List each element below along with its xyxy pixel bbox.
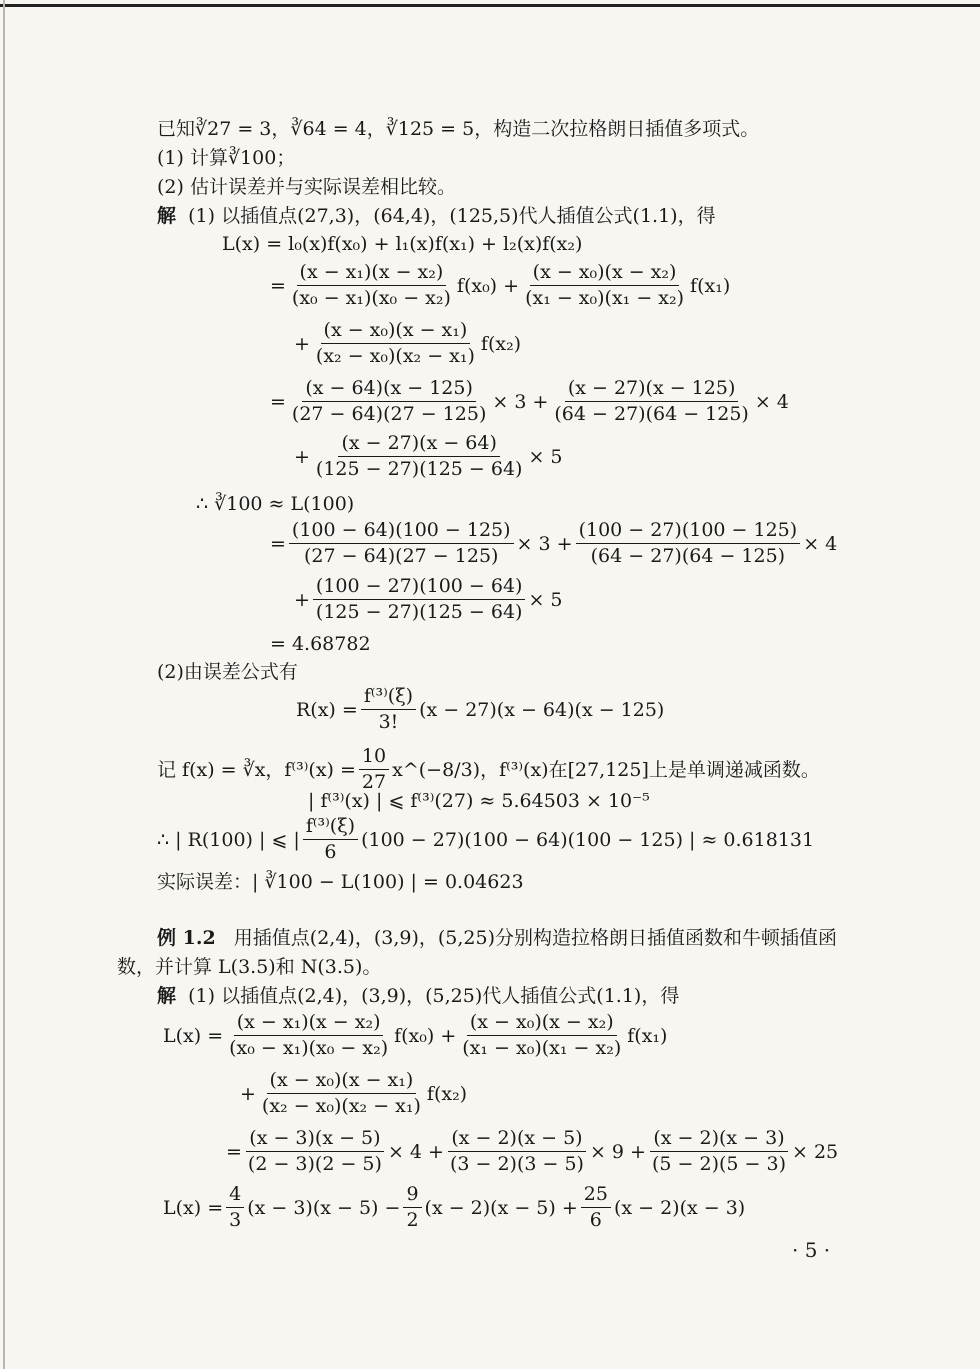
fraction-eval-l0: $\frac{(100 - 64)(100 - 125)}{(27 - 64)(27 - 125)}$ <box>289 520 514 567</box>
fraction-l2: $\frac{\text{(x − x₀)(x − x₁)}}{\text{(x₂ − x₀)(x₂ − x₁)}}$ <box>315 319 475 367</box>
scan-left-edge <box>3 0 5 1369</box>
remainder-estimate: ∴ | R(100) | ⩽ | f⁽³⁾(ξ) 6 (100 − 27)(100 − 64)(100 − 125) | ≈ 0.618131 <box>157 815 815 863</box>
page-top-rule <box>0 4 980 7</box>
numeric-row-2: + $\frac{(x - 27)(x - 64)}{(125 - 27)(125 - 64)}$ × 5 <box>294 432 563 480</box>
page-number: · 5 · <box>792 1238 831 1262</box>
fraction-eval-l2: $\frac{(100 - 27)(100 - 64)}{(125 - 27)(125 - 64)}$ <box>313 576 526 623</box>
example-text-cont: 数，并计算 L(3.5)和 N(3.5)。 <box>117 956 382 978</box>
example-heading <box>157 926 837 950</box>
fraction-remainder: f⁽³⁾(ξ) 6 <box>303 816 358 863</box>
fraction-num-l0: $\frac{(x - 64)(x - 125)}{(27 - 64)(27 - 125)}$ <box>291 377 487 425</box>
error-formula: R(x) = $\frac{\text{f⁽³⁾(ξ)}}{3!}$ (x − 27)(x − 64)(x − 125) <box>296 685 665 733</box>
example-lagrange-row-1: L(x) = $\frac{\text{(x − x₁)(x − x₂)}}{\text{(x₀ − x₁)(x₀ − x₂)}}$ f(x₀) + $\frac{\text{(x − x₀)(x − x₂)}}{\text{(x₁ − x₀)(x₁ − x₂)}}$ f(x₁) <box>163 1011 668 1059</box>
example-numeric-row: = $\frac{(x - 3)(x - 5)}{(2 - 3)(2 - 5)}$ × 4 + $\frac{(x - 2)(x - 5)}{(3 - 2)(3 - 5)}$ × 9 + $\frac{(x - 2)(x - 3)}{(5 - 2)(5 - 3)}$ × 25 <box>226 1127 839 1175</box>
derivative-definition: 记 f(x) = ∛x，f⁽³⁾(x) = $\frac{10}{27}$ x^(−8/3)，f⁽³⁾(x)在[27,125]上是单调递减函数。 <box>157 745 820 793</box>
solution-text: (1) 以插值点(27,3)，(64,4)，(125,5)代人插值公式(1.1)，得 <box>188 205 716 227</box>
solution-text-2: (1) 以插值点(2,4)，(3,9)，(5,25)代人插值公式(1.1)，得 <box>188 985 680 1007</box>
example-lagrange-row-2: + $\frac{\text{(x − x₀)(x − x₁)}}{\text{(x₂ − x₀)(x₂ − x₁)}}$ f(x₂) <box>240 1069 468 1117</box>
fraction-l0: $\frac{\text{(x − x₁)(x − x₂)}}{\text{(x₀ − x₁)(x₀ − x₂)}}$ <box>291 261 451 309</box>
lagrange-definition: L(x) = l₀(x)f(x₀) + l₁(x)f(x₁) + l₂(x)f(x₂) <box>222 233 583 255</box>
result-value: = 4.68782 <box>270 633 371 655</box>
solution-label-2: 解 <box>157 985 177 1007</box>
general-form-row-1: = $\frac{\text{(x − x₁)(x − x₂)}}{\text{(x₀ − x₁)(x₀ − x₂)}}$ f(x₀) + $\frac{\text{(x − x₀)(x − x₂)}}{\text{(x₁ − x₀)(x₁ − x₂)}}$ f(x₁) <box>270 261 731 309</box>
approximation-line: ∴ ∛100 ≈ L(100) <box>196 493 355 515</box>
fraction-ex-num-l2: $\frac{(x - 2)(x - 3)}{(5 - 2)(5 - 3)}$ <box>651 1127 786 1175</box>
derivative-bound: | f⁽³⁾(x) | ⩽ f⁽³⁾(27) ≈ 5.64503 × 10⁻⁵ <box>308 790 650 812</box>
solution-label: 解 <box>157 205 177 227</box>
fraction-9-2: $\frac{9}{2}$ <box>403 1184 421 1231</box>
problem-part1: (1) 计算∛100； <box>157 147 296 169</box>
fraction-25-6: $\frac{25}{6}$ <box>581 1184 611 1231</box>
general-form-row-2: + $\frac{\text{(x − x₀)(x − x₁)}}{\text{(x₂ − x₀)(x₂ − x₁)}}$ f(x₂) <box>294 319 522 367</box>
fraction-4-3: $\frac{4}{3}$ <box>226 1184 244 1231</box>
evaluation-row-1: = $\frac{(100 - 64)(100 - 125)}{(27 - 64)(27 - 125)}$ × 3 + $\frac{(100 - 27)(100 - 125)}{(64 - 27)(64 - 125)}$ × 4 <box>270 519 838 567</box>
part2-heading: (2)由误差公式有 <box>157 661 298 683</box>
fraction-ex-l2: $\frac{\text{(x − x₀)(x − x₁)}}{\text{(x₂ − x₀)(x₂ − x₁)}}$ <box>261 1069 421 1117</box>
fraction-ex-num-l0: $\frac{(x - 3)(x - 5)}{(2 - 3)(2 - 5)}$ <box>247 1127 382 1175</box>
fraction-ex-num-l1: $\frac{(x - 2)(x - 5)}{(3 - 2)(3 - 5)}$ <box>449 1127 584 1175</box>
solution-line-2 <box>157 984 679 1008</box>
evaluation-row-2: + $\frac{(100 - 27)(100 - 64)}{(125 - 27)(125 - 64)}$ × 5 <box>294 575 563 623</box>
fraction-num-l2: $\frac{(x - 27)(x - 64)}{(125 - 27)(125 - 64)}$ <box>315 432 523 480</box>
fraction-ex-l0: $\frac{\text{(x − x₁)(x − x₂)}}{\text{(x₀ − x₁)(x₀ − x₂)}}$ <box>229 1011 389 1059</box>
example-text: 用插值点(2,4)，(3,9)，(5,25)分别构造拉格朗日插值函数和牛顿插值函 <box>233 927 838 949</box>
example-final-polynomial: L(x) = $\frac{4}{3}$ (x − 3)(x − 5) − $\frac{9}{2}$ (x − 2)(x − 5) + $\frac{25}{6}$ (x − 2)(x − 3) <box>163 1183 746 1231</box>
numeric-row-1: = $\frac{(x - 64)(x - 125)}{(27 - 64)(27 - 125)}$ × 3 + $\frac{(x - 27)(x - 125)}{(64 - 27)(64 - 125)}$ × 4 <box>270 377 789 425</box>
fraction-error: $\frac{\text{f⁽³⁾(ξ)}}{3!}$ <box>361 686 416 733</box>
fraction-l1: $\frac{\text{(x − x₀)(x − x₂)}}{\text{(x₁ − x₀)(x₁ − x₂)}}$ <box>525 261 685 309</box>
example-label: 例 1.2 <box>157 927 216 949</box>
problem-statement: 已知∛27 = 3，∛64 = 4，∛125 = 5，构造二次拉格朗日插值多项式。 <box>157 118 760 140</box>
actual-error: 实际误差：| ∛100 − L(100) | = 0.04623 <box>157 871 524 893</box>
fraction-eval-l1: $\frac{(100 - 27)(100 - 125)}{(64 - 27)(64 - 125)}$ <box>576 520 801 567</box>
solution-line-1 <box>157 204 716 228</box>
fraction-ten-27: $\frac{10}{27}$ <box>359 746 389 793</box>
fraction-ex-l1: $\frac{\text{(x − x₀)(x − x₂)}}{\text{(x₁ − x₀)(x₁ − x₂)}}$ <box>462 1011 622 1059</box>
problem-part2: (2) 估计误差并与实际误差相比较。 <box>157 176 456 198</box>
fraction-num-l1: $\frac{(x - 27)(x - 125)}{(64 - 27)(64 - 125)}$ <box>554 377 749 425</box>
